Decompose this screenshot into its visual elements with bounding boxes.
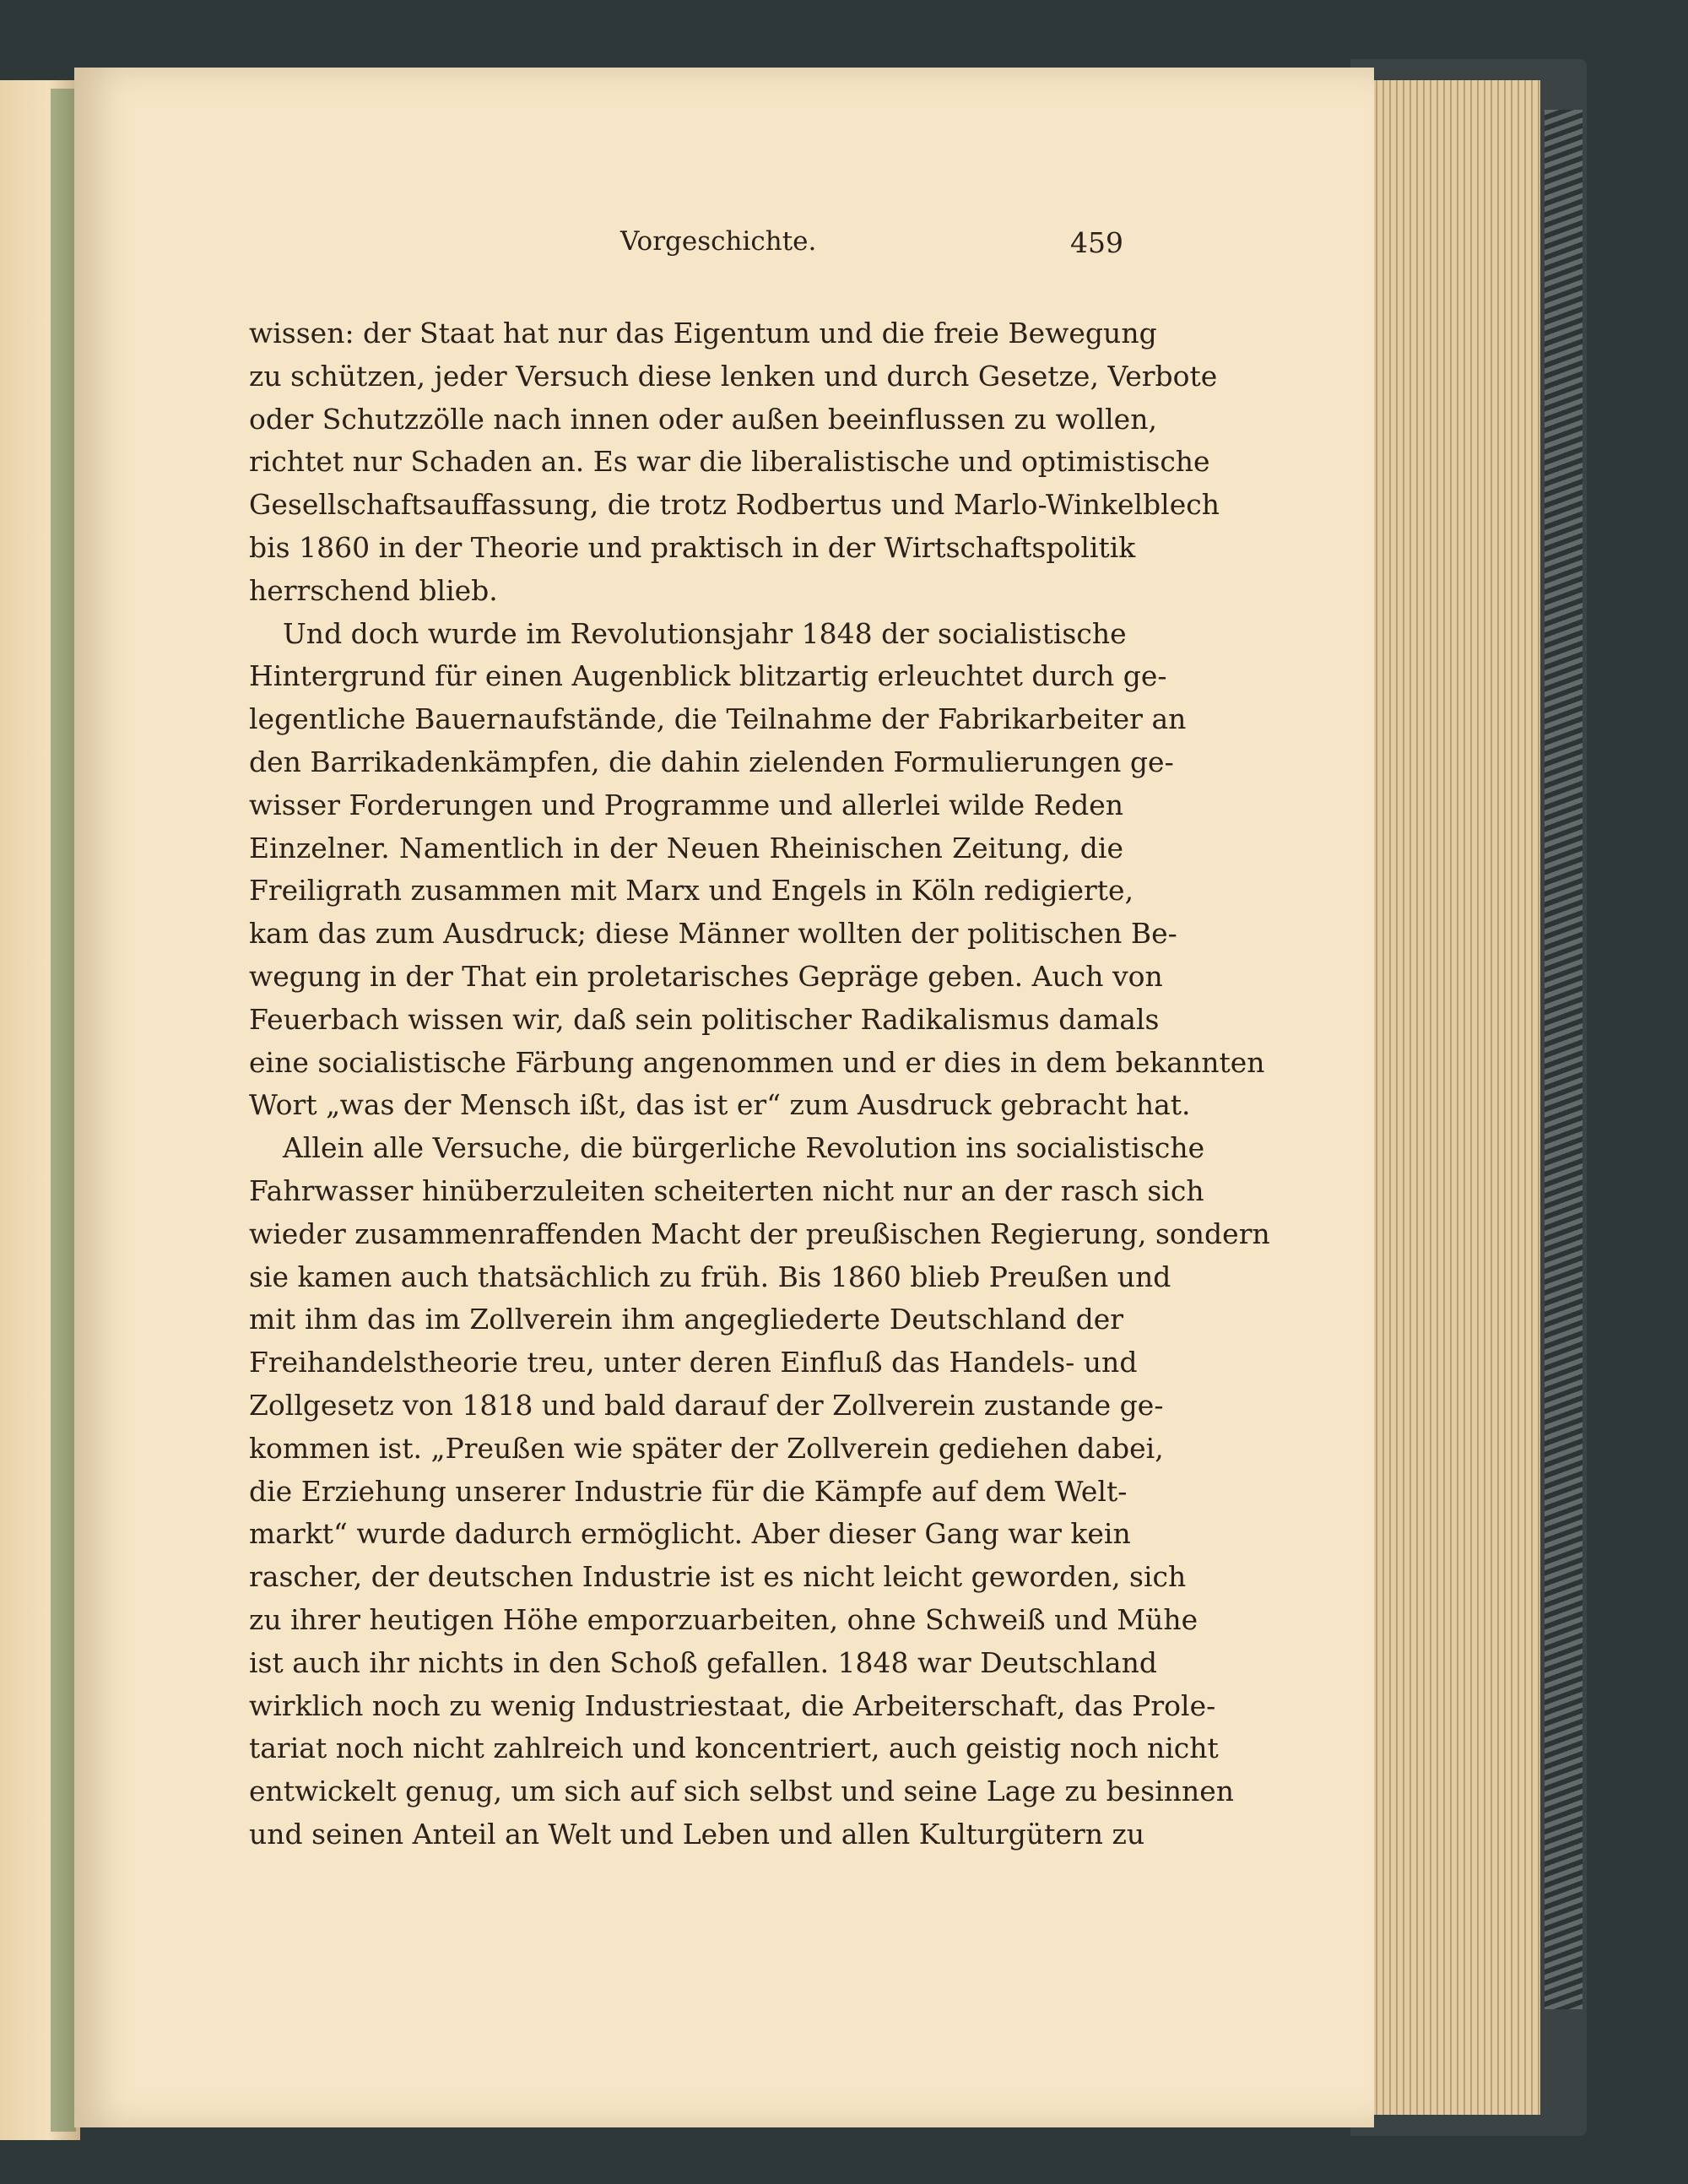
text-line-content: Freihandelstheorie treu, unter deren Einfluß das Handels- und bbox=[249, 1346, 1138, 1379]
page-stack-edge bbox=[1350, 80, 1540, 2115]
page-header bbox=[249, 226, 1123, 268]
text-line bbox=[249, 1213, 1270, 1256]
text-line bbox=[249, 484, 1220, 527]
text-line-content: wisser Forderungen und Programme und allerlei wilde Reden bbox=[249, 788, 1123, 821]
text-line-content: Zollgesetz von 1818 und bald darauf der Zollverein zustande ge- bbox=[249, 1388, 1164, 1422]
text-line-content: mit ihm das im Zollverein ihm angegliederte Deutschland der bbox=[249, 1303, 1123, 1336]
text-line bbox=[249, 999, 1160, 1042]
text-line-content: Gesellschaftsauffassung, die trotz Rodbertus und Marlo-Winkelblech bbox=[249, 488, 1220, 522]
text-line bbox=[249, 827, 1123, 870]
text-line bbox=[249, 570, 1123, 613]
text-line bbox=[249, 1042, 1265, 1085]
text-line bbox=[249, 1770, 1235, 1813]
left-page-binding bbox=[51, 89, 76, 2132]
text-line bbox=[249, 1127, 1205, 1170]
text-line-content: die Erziehung unserer Industrie für die Kämpfe auf dem Welt- bbox=[249, 1474, 1128, 1508]
text-line bbox=[249, 698, 1187, 741]
text-line bbox=[249, 1341, 1138, 1385]
text-line-content: sie kamen auch thatsächlich zu früh. Bis 1860 blieb Preußen und bbox=[249, 1260, 1171, 1293]
page-number: 459 bbox=[1070, 226, 1123, 259]
text-line-content: herrschend blieb. bbox=[249, 573, 498, 607]
text-line bbox=[249, 1642, 1157, 1685]
text-line-content: wirklich noch zu wenig Industriestaat, die Arbeiterschaft, das Prole- bbox=[249, 1688, 1216, 1722]
text-line-content: zu schützen, jeder Versuch diese lenken und durch Gesetze, Verbote bbox=[249, 359, 1218, 393]
text-line-content: Wort „was der Mensch ißt, das ist er“ zum Ausdruck gebracht hat. bbox=[249, 1088, 1191, 1122]
text-line bbox=[249, 741, 1174, 784]
text-line bbox=[249, 1298, 1123, 1341]
text-line-content: Und doch wurde im Revolutionsjahr 1848 der socialistische bbox=[283, 616, 1127, 650]
text-line-content: oder Schutzzölle nach innen oder außen beeinflussen zu wollen, bbox=[249, 402, 1157, 436]
text-line-content: kommen ist. „Preußen wie später der Zollverein gediehen dabei, bbox=[249, 1431, 1164, 1465]
text-line bbox=[249, 527, 1136, 570]
text-line bbox=[249, 1599, 1198, 1642]
text-line-content: wegung in der That ein proletarisches Gepräge geben. Auch von bbox=[249, 959, 1163, 993]
text-line-content: Feuerbach wissen wir, daß sein politischer Radikalismus damals bbox=[249, 1002, 1160, 1036]
text-line bbox=[249, 441, 1210, 484]
text-line-content: wissen: der Staat hat nur das Eigentum und die freie Bewegung bbox=[249, 317, 1157, 350]
text-line bbox=[249, 355, 1218, 398]
text-line bbox=[249, 1685, 1216, 1728]
text-line-content: legentliche Bauernaufstände, die Teilnahme der Fabrikarbeiter an bbox=[249, 702, 1187, 736]
text-line bbox=[249, 1084, 1191, 1127]
text-line-content: Freiligrath zusammen mit Marx und Engels in Köln redigierte, bbox=[249, 874, 1134, 908]
text-line-content: und seinen Anteil an Welt und Leben und allen Kulturgütern zu bbox=[249, 1817, 1145, 1851]
text-line bbox=[249, 1385, 1164, 1428]
text-line bbox=[249, 655, 1167, 698]
text-line bbox=[249, 1813, 1145, 1856]
text-line-content: wieder zusammenraffenden Macht der preußischen Regierung, sondern bbox=[249, 1217, 1270, 1250]
text-line-content: markt“ wurde dadurch ermöglicht. Aber dieser Gang war kein bbox=[249, 1517, 1131, 1551]
text-line bbox=[249, 1170, 1204, 1213]
text-line bbox=[249, 1428, 1164, 1471]
text-line bbox=[249, 956, 1163, 999]
text-line bbox=[249, 312, 1157, 355]
text-line-content: rascher, der deutschen Industrie ist es nicht leicht geworden, sich bbox=[249, 1560, 1187, 1594]
text-line bbox=[249, 398, 1157, 442]
text-line bbox=[249, 1256, 1171, 1299]
text-line bbox=[249, 1556, 1187, 1599]
text-line-content: ist auch ihr nichts in den Schoß gefallen. 1848 war Deutschland bbox=[249, 1645, 1157, 1679]
marbled-cover-edge bbox=[1545, 110, 1582, 2009]
text-line bbox=[249, 1471, 1128, 1514]
text-line-content: entwickelt genug, um sich auf sich selbst und seine Lage zu besinnen bbox=[249, 1775, 1235, 1808]
text-line-content: Fahrwasser hinüberzuleiten scheiterten nicht nur an der rasch sich bbox=[249, 1173, 1204, 1207]
text-line-content: Einzelner. Namentlich in der Neuen Rheinischen Zeitung, die bbox=[249, 831, 1123, 864]
text-line bbox=[249, 913, 1177, 956]
text-line bbox=[249, 1513, 1131, 1556]
text-line bbox=[249, 784, 1123, 827]
text-line bbox=[249, 1727, 1219, 1770]
text-line-content: eine socialistische Färbung angenommen und er dies in dem bekannten bbox=[249, 1045, 1265, 1079]
text-line-content: zu ihrer heutigen Höhe emporzuarbeiten, ohne Schweiß und Mühe bbox=[249, 1602, 1198, 1636]
text-line-content: richtet nur Schaden an. Es war die liberalistische und optimistische bbox=[249, 445, 1210, 479]
body-text bbox=[249, 312, 1270, 1856]
text-line-content: Allein alle Versuche, die bürgerliche Revolution ins socialistische bbox=[283, 1131, 1205, 1165]
running-head: Vorgeschichte. bbox=[620, 226, 817, 257]
text-line-content: kam das zum Ausdruck; diese Männer wollten der politischen Be- bbox=[249, 917, 1177, 951]
text-line-content: tariat noch nicht zahlreich und koncentriert, auch geistig noch nicht bbox=[249, 1731, 1219, 1765]
text-line bbox=[249, 613, 1127, 656]
text-line-content: Hintergrund für einen Augenblick blitzartig erleuchtet durch ge- bbox=[249, 659, 1167, 693]
text-line-content: bis 1860 in der Theorie und praktisch in der Wirtschaftspolitik bbox=[249, 530, 1136, 564]
text-line-content: den Barrikadenkämpfen, die dahin zielenden Formulierungen ge- bbox=[249, 745, 1174, 778]
text-line bbox=[249, 870, 1134, 913]
